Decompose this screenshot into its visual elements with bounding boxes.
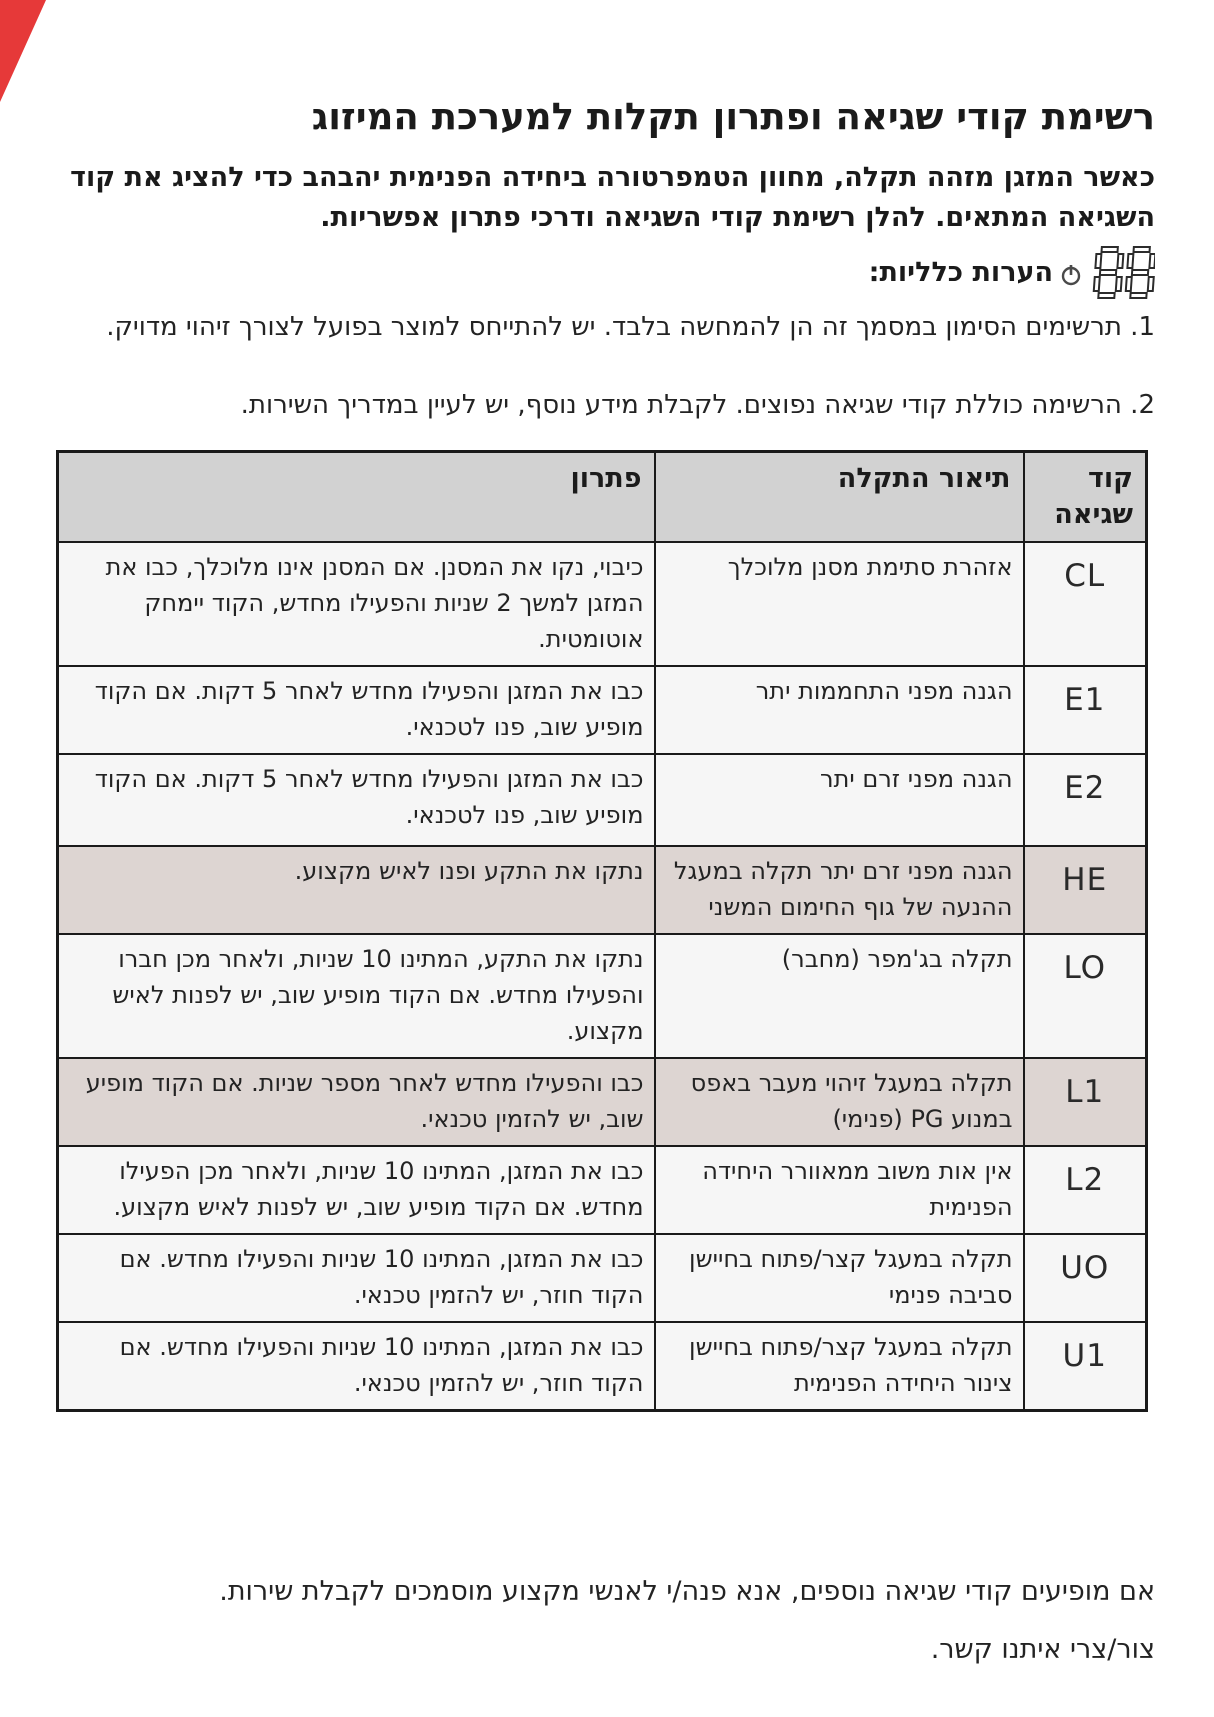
footer-contact-note: צור/צרי איתנו קשר. xyxy=(930,1633,1155,1665)
error-code: U1 xyxy=(1024,1322,1147,1411)
error-codes-table xyxy=(56,450,1148,1413)
fault-solution: כבו את המזגן, המתינו 10 שניות והפעילו מחדש. אם הקוד חוזר, יש להזמין טכנאי. xyxy=(58,1234,655,1322)
fault-solution: נתקו את התקע ופנו לאיש מקצוע. xyxy=(58,846,655,934)
error-code: E2 xyxy=(1024,754,1147,846)
table-header-row xyxy=(58,451,1147,542)
fault-description: הגנה מפני זרם יתר תקלה במעגל ההנעה של גוף החימום המשני xyxy=(655,846,1024,934)
fault-description: תקלה בג'מפר (מחבר) xyxy=(655,934,1024,1058)
header-fault-description: תיאור התקלה xyxy=(655,451,1024,542)
table-row xyxy=(58,542,1147,666)
fault-solution: כבו את המזגן והפעילו מחדש לאחר 5 דקות. אם הקוד מופיע שוב, פנו לטכנאי. xyxy=(58,666,655,754)
note-item-1: 1. תרשימים הסימון במסמך זה הן להמחשה בלבד. יש להתייחס למוצר בפועל לצורך זיהוי מדויק. xyxy=(106,311,1155,342)
table-row xyxy=(58,666,1147,754)
notes-heading-row xyxy=(59,243,1155,303)
page-corner-mark xyxy=(0,0,46,102)
table-row xyxy=(58,1146,1147,1234)
header-solution: פתרון xyxy=(58,451,655,542)
error-code: HE xyxy=(1024,846,1147,934)
error-code: UO xyxy=(1024,1234,1147,1322)
power-icon xyxy=(1061,264,1081,286)
fault-solution: כבו את המזגן, המתינו 10 שניות, ולאחר מכן הפעילו מחדש. אם הקוד מופיע שוב, יש לפנות לאיש מקצוע. xyxy=(58,1146,655,1234)
table-row xyxy=(58,846,1147,934)
fault-description: אזהרת סתימת מסנן מלוכלך xyxy=(655,542,1024,666)
page-title: רשימת קודי שגיאה ופתרון תקלות למערכת המיזוג xyxy=(311,95,1155,138)
fault-solution: כבו את המזגן והפעילו מחדש לאחר 5 דקות. אם הקוד מופיע שוב, פנו לטכנאי. xyxy=(58,754,655,846)
fault-description: תקלה במעגל קצר/פתוח בחיישן סביבה פנימי xyxy=(655,1234,1024,1322)
fault-solution: כבו והפעילו מחדש לאחר מספר שניות. אם הקוד מופיע שוב, יש להזמין טכנאי. xyxy=(58,1058,655,1146)
error-code: CL xyxy=(1024,542,1147,666)
table-row xyxy=(58,1058,1147,1146)
notes-heading: הערות כלליות: xyxy=(868,257,1053,289)
footer-service-note: אם מופיעים קודי שגיאה נוספים, אנא פנה/י לאנשי מקצוע מוסמכים לקבלת שירות. xyxy=(219,1576,1155,1608)
seven-segment-display-icon xyxy=(1089,245,1155,301)
fault-solution: כבו את המזגן, המתינו 10 שניות והפעילו מחדש. אם הקוד חוזר, יש להזמין טכנאי. xyxy=(58,1322,655,1411)
table-row xyxy=(58,934,1147,1058)
error-code: E1 xyxy=(1024,666,1147,754)
error-code: L1 xyxy=(1024,1058,1147,1146)
fault-description: אין אות משוב ממאוורר היחידה הפנימית xyxy=(655,1146,1024,1234)
error-code: LO xyxy=(1024,934,1147,1058)
fault-solution: כיבוי, נקו את המסנן. אם המסנן אינו מלוכלך, כבו את המזגן למשך 2 שניות והפעילו מחדש, הקוד יימחק אוטומטית. xyxy=(58,542,655,666)
table-row xyxy=(58,754,1147,846)
fault-description: תקלה במעגל זיהוי מעבר באפס במנוע PG (פנימי) xyxy=(655,1058,1024,1146)
fault-solution: נתקו את התקע, המתינו 10 שניות, ולאחר מכן חברו והפעילו מחדש. אם הקוד מופיע שוב, יש לפנות לאיש מקצוע. xyxy=(58,934,655,1058)
fault-description: הגנה מפני זרם יתר xyxy=(655,754,1024,846)
intro-paragraph: כאשר המזגן מזהה תקלה, מחוון הטמפרטורה ביחידה הפנימית יהבהב כדי להציג את קוד השגיאה המתאים. להלן רשימת קודי השגיאה ודרכי פתרון אפשריות. xyxy=(70,161,1155,234)
error-code: L2 xyxy=(1024,1146,1147,1234)
note-item-2: 2. הרשימה כוללת קודי שגיאה נפוצים. לקבלת מידע נוסף, יש לעיין במדריך השירות. xyxy=(240,390,1155,421)
fault-description: תקלה במעגל קצר/פתוח בחיישן צינור היחידה הפנימית xyxy=(655,1322,1024,1411)
fault-description: הגנה מפני התחממות יתר xyxy=(655,666,1024,754)
table-row xyxy=(58,1234,1147,1322)
table-row xyxy=(58,1322,1147,1411)
header-error-code: קוד שגיאה xyxy=(1024,451,1147,542)
